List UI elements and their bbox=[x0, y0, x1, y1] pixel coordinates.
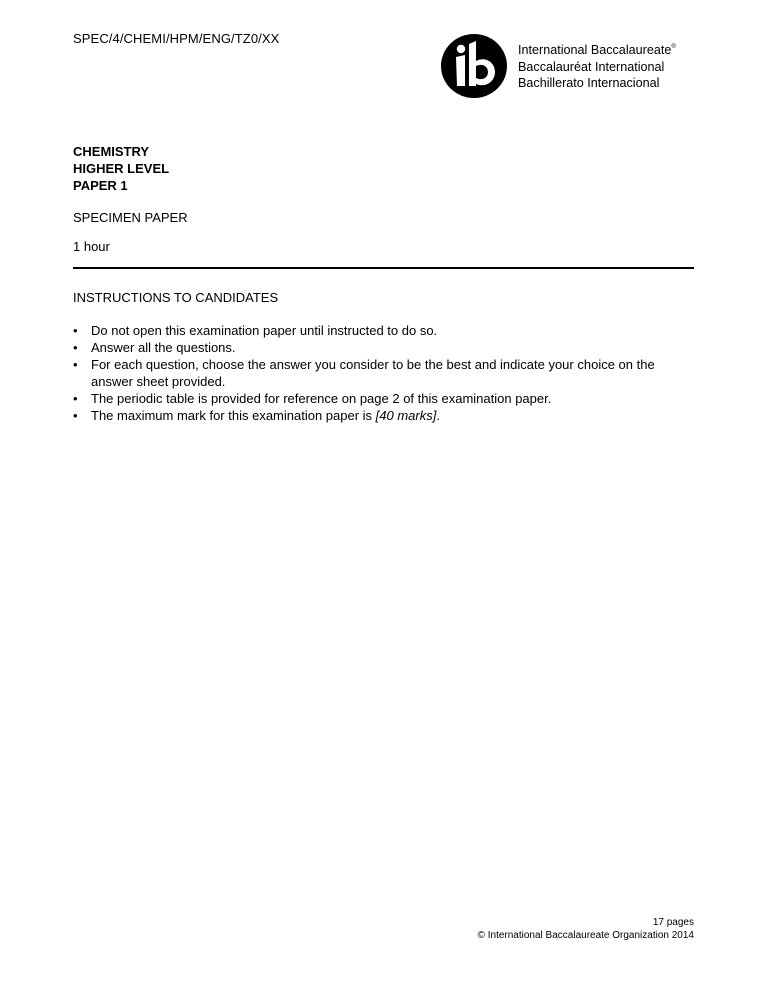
instructions-list bbox=[73, 322, 698, 424]
registered-mark: ® bbox=[671, 44, 676, 50]
copyright: © International Baccalaureate Organization 2014 bbox=[477, 930, 694, 941]
page-count: 17 pages bbox=[652, 917, 694, 928]
instruction-text: The periodic table is provided for reference on page 2 of this examination paper. bbox=[91, 391, 552, 406]
bullet: • bbox=[73, 357, 78, 372]
paper-code: SPEC/4/CHEMI/HPM/ENG/TZ0/XX bbox=[73, 31, 280, 46]
divider bbox=[73, 267, 694, 269]
subject-name: CHEMISTRY bbox=[73, 144, 150, 159]
bullet: • bbox=[73, 340, 78, 355]
instruction-text: For each question, choose the answer you consider to be the best and indicate your choice on the answer sheet provided. bbox=[91, 357, 655, 389]
list-item bbox=[73, 322, 698, 339]
bullet: • bbox=[73, 408, 78, 423]
logo-line-1: International Baccalaureate bbox=[518, 43, 672, 57]
paper-number: PAPER 1 bbox=[73, 178, 128, 193]
footer bbox=[478, 916, 694, 942]
ib-logo bbox=[441, 34, 696, 98]
instructions-heading: INSTRUCTIONS TO CANDIDATES bbox=[73, 290, 279, 305]
instruction-text-suffix: . bbox=[436, 408, 440, 423]
logo-line-3: Bachillerato Internacional bbox=[518, 76, 660, 90]
subject-level: HIGHER LEVEL bbox=[73, 161, 170, 176]
instruction-text: Answer all the questions. bbox=[91, 340, 236, 355]
exam-duration: 1 hour bbox=[73, 239, 110, 254]
ib-logo-icon bbox=[441, 34, 507, 98]
list-item bbox=[73, 390, 698, 407]
marks-total: [40 marks] bbox=[375, 408, 437, 423]
instruction-text-prefix: The maximum mark for this examination paper is bbox=[91, 408, 376, 423]
list-item bbox=[73, 407, 698, 424]
logo-line-2: Baccalauréat International bbox=[518, 59, 665, 74]
subject-block bbox=[73, 143, 169, 194]
instruction-text: Do not open this examination paper until instructed to do so. bbox=[91, 323, 438, 338]
paper-type: SPECIMEN PAPER bbox=[73, 210, 188, 225]
bullet: • bbox=[73, 391, 78, 406]
bullet: • bbox=[73, 323, 78, 338]
logo-wordmark bbox=[518, 39, 676, 92]
list-item bbox=[73, 356, 698, 390]
list-item bbox=[73, 339, 698, 356]
